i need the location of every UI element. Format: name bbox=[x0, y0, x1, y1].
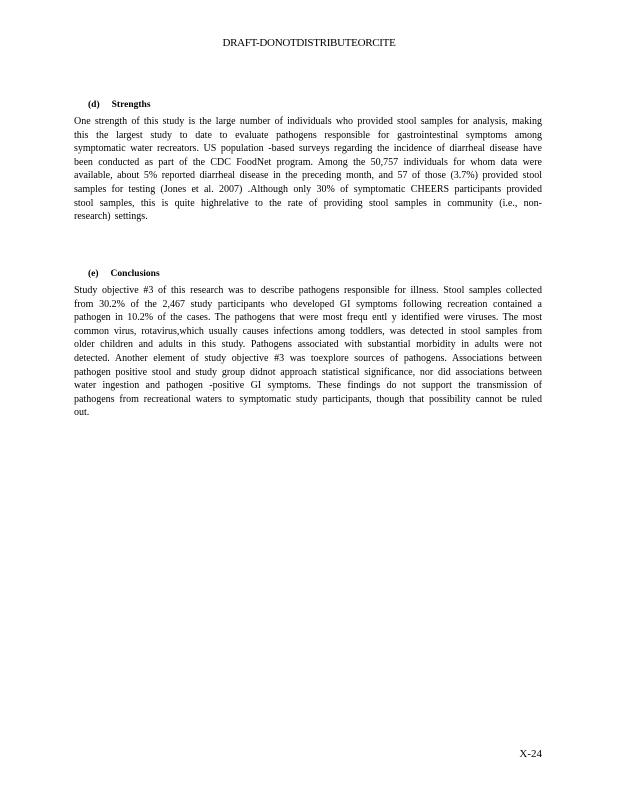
section-title: Conclusions bbox=[110, 269, 160, 279]
section-conclusions bbox=[74, 269, 542, 420]
section-body: One strength of this study is the large number of individuals who provided stool samples for analysis, making this the largest study to date to evaluate pathogens responsible for gastrointestinal symptoms among symptomatic water recreators. US population -based surveys regarding the incidence of diarrheal disease have been conducted as part of the CDC FoodNet program. Among the 50,757 individuals for whom data were available, about 5% reported diarrheal disease in the preceding month, and 57 of those (3.7%) provided stool samples for testing (Jones et al. 2007) .Although only 30% of symptomatic CHEERS participants provided stool samples, this is quite highrelative to the rate of providing stool samples in community (i.e., non- research) settings. bbox=[74, 116, 542, 223]
draft-header: DRAFT-DONOTDISTRIBUTEORCITE bbox=[222, 37, 396, 49]
section-strengths bbox=[74, 100, 542, 224]
page-number: X-24 bbox=[519, 748, 542, 760]
section-heading bbox=[88, 100, 542, 110]
section-heading bbox=[88, 269, 542, 279]
section-label: (e) bbox=[88, 269, 99, 279]
section-title: Strengths bbox=[111, 100, 151, 110]
section-body: Study objective #3 of this research was to describe pathogens responsible for illness. Stool samples collected from 30.2% of the 2,467 study participants who developed GI symptoms following recreation contained a pathogen in 10.2% of the cases. The pathogens that were most frequ entl y identified were viruses. The most common virus, rotavirus,which usually causes infections among toddlers, was detected in stool samples from older children and adults in this study. Pathogens associated with substantial morbidity in adults were not detected. Another element of study objective #3 was toexplore sources of pathogens. Associations between pathogen positive stool and study group didnot approach statistical significance, nor did associations between water ingestion and pathogen -positive GI symptoms. These findings do not support the transmission of pathogens from recreational waters to symptomatic study participants, though that possibility cannot be ruled out. bbox=[74, 285, 542, 419]
section-label: (d) bbox=[88, 100, 100, 110]
